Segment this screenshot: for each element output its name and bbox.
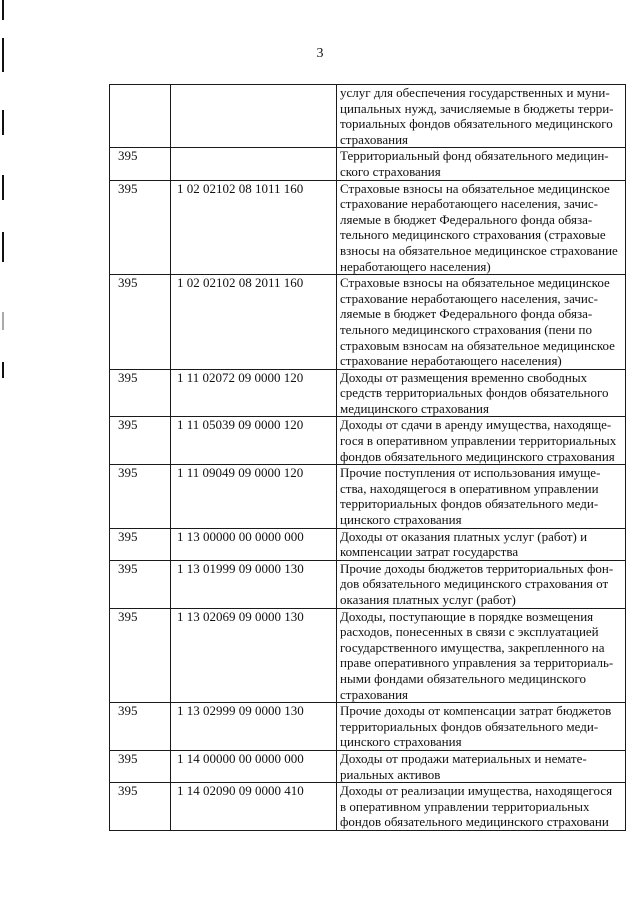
budget-code-cell: 1 14 00000 00 0000 000 [171, 750, 337, 782]
revenue-name-cell [337, 560, 626, 608]
revenue-name-line: дов обязательного медицинского страхования от [340, 576, 609, 592]
table-row [110, 560, 626, 608]
revenue-name-line: ляемые в бюджет Федерального фонда обяза- [340, 211, 593, 227]
revenue-name-cell [337, 750, 626, 782]
revenue-name-line: Прочие доходы от компенсации затрат бюджетов [340, 703, 612, 719]
revenue-name-cell [337, 703, 626, 751]
revenue-name-line: страхование неработающего населения, зачис- [340, 196, 598, 212]
admin-code-cell [110, 85, 171, 148]
table-row [110, 528, 626, 560]
revenue-name-line: территориальных фондов обязательного меди- [340, 718, 599, 734]
revenue-name-line: цинского страхования [340, 734, 462, 750]
revenue-name-line: страхование неработающего населения, зачис- [340, 290, 598, 306]
admin-code-cell: 395 [110, 417, 171, 465]
revenue-name-line: услуг для обеспечения государственных и муни- [340, 85, 610, 100]
table-row [110, 703, 626, 751]
revenue-name-line: в оперативном управлении территориальных [340, 798, 590, 814]
admin-code-cell: 395 [110, 148, 171, 180]
table-row [110, 85, 626, 148]
revenue-name-cell [337, 528, 626, 560]
admin-code-cell: 395 [110, 528, 171, 560]
revenue-name-line: средств территориальных фондов обязательного [340, 385, 609, 401]
table-row [110, 750, 626, 782]
revenue-name-line: расходов, понесенных в связи с эксплуатацией [340, 624, 599, 640]
budget-code-cell: 1 13 02999 09 0000 130 [171, 703, 337, 751]
page-number: 3 [316, 46, 324, 61]
table-row [110, 180, 626, 275]
revenue-name-line: ского страхования [340, 163, 441, 179]
revenue-name-line: Доходы от реализации имущества, находящегося [340, 783, 613, 799]
revenue-name-line: медицинского страхования [340, 400, 489, 416]
admin-code-cell: 395 [110, 275, 171, 370]
revenue-name-line: Доходы от оказания платных услуг (работ) и [340, 528, 588, 544]
revenue-name-line: страховым взносам на обязательное медицинское [340, 337, 615, 353]
revenue-name-cell [337, 85, 626, 148]
revenue-name-cell [337, 180, 626, 275]
table-row [110, 275, 626, 370]
table-row [110, 783, 626, 831]
revenue-name-line: Доходы, поступающие в порядке возмещения [340, 608, 594, 624]
revenue-name-line: страхования [340, 131, 409, 147]
revenue-name-line: тельного медицинского страхования (пени по [340, 321, 592, 337]
revenue-name-cell [337, 783, 626, 831]
revenue-codes-table [109, 84, 626, 831]
table-row [110, 369, 626, 417]
budget-code-cell: 1 13 01999 09 0000 130 [171, 560, 337, 608]
budget-code-cell [171, 148, 337, 180]
revenue-name-cell [337, 148, 626, 180]
budget-code-cell: 1 02 02102 08 1011 160 [171, 180, 337, 275]
budget-code-cell: 1 11 02072 09 0000 120 [171, 369, 337, 417]
revenue-name-cell [337, 275, 626, 370]
admin-code-cell: 395 [110, 369, 171, 417]
table-body [110, 85, 626, 831]
budget-code-cell: 1 14 02090 09 0000 410 [171, 783, 337, 831]
revenue-name-cell [337, 369, 626, 417]
revenue-name-line: фондов обязательного медицинского страхования [340, 448, 615, 464]
budget-code-cell: 1 13 00000 00 0000 000 [171, 528, 337, 560]
revenue-name-cell [337, 417, 626, 465]
scan-edge-marks [0, 0, 20, 905]
revenue-name-line: тельного медицинского страхования (страховые [340, 227, 606, 243]
revenue-name-cell [337, 608, 626, 703]
revenue-name-line: Доходы от сдачи в аренду имущества, находяще- [340, 417, 612, 433]
revenue-name-line: территориальных фондов обязательного меди- [340, 496, 599, 512]
revenue-name-line: Прочие доходы бюджетов территориальных фон- [340, 560, 614, 576]
admin-code-cell: 395 [110, 750, 171, 782]
table-row [110, 417, 626, 465]
table-row [110, 608, 626, 703]
revenue-name-line: государственного имущества, закрепленного на [340, 639, 605, 655]
revenue-name-line: Страховые взносы на обязательное медицинское [340, 275, 610, 291]
admin-code-cell: 395 [110, 465, 171, 528]
admin-code-cell: 395 [110, 703, 171, 751]
budget-code-cell [171, 85, 337, 148]
budget-code-cell: 1 11 09049 09 0000 120 [171, 465, 337, 528]
admin-code-cell: 395 [110, 180, 171, 275]
revenue-name-line: страхования [340, 686, 409, 702]
revenue-name-line: взносы на обязательное медицинское страхование [340, 242, 618, 258]
revenue-name-line: неработающего населения) [340, 258, 491, 274]
revenue-name-line: ства, находящегося в оперативном управлении [340, 480, 599, 496]
revenue-name-line: страхование неработающего населения) [340, 353, 562, 369]
revenue-name-line: Доходы от продажи материальных и немате- [340, 750, 587, 766]
table-row [110, 148, 626, 180]
table-row [110, 465, 626, 528]
revenue-name-line: ными фондами обязательного медицинского [340, 670, 586, 686]
revenue-name-line: оказания платных услуг (работ) [340, 592, 516, 607]
revenue-name-line: праве оперативного управления за территориаль- [340, 655, 614, 671]
revenue-name-line: ляемые в бюджет Федерального фонда обяза- [340, 306, 593, 322]
budget-code-cell: 1 13 02069 09 0000 130 [171, 608, 337, 703]
revenue-name-line: Доходы от размещения временно свободных [340, 369, 588, 385]
revenue-name-line: Территориальный фонд обязательного медицин- [340, 148, 609, 164]
revenue-name-line: гося в оперативном управлении территориальных [340, 433, 617, 449]
admin-code-cell: 395 [110, 560, 171, 608]
revenue-name-line: фондов обязательного медицинского страховани [340, 814, 609, 830]
revenue-name-line: ципальных нужд, зачисляемые в бюджеты терри- [340, 100, 614, 116]
revenue-name-cell [337, 465, 626, 528]
revenue-name-line: компенсации затрат государства [340, 544, 519, 560]
revenue-name-line: Страховые взносы на обязательное медицинское [340, 180, 610, 196]
revenue-name-line: Прочие поступления от использования имуще- [340, 465, 601, 481]
budget-code-cell: 1 11 05039 09 0000 120 [171, 417, 337, 465]
budget-code-cell: 1 02 02102 08 2011 160 [171, 275, 337, 370]
admin-code-cell: 395 [110, 783, 171, 831]
revenue-name-line: ториальных фондов обязательного медицинского [340, 116, 613, 132]
revenue-name-line: риальных активов [340, 766, 441, 782]
admin-code-cell: 395 [110, 608, 171, 703]
revenue-name-line: цинского страхования [340, 512, 462, 528]
